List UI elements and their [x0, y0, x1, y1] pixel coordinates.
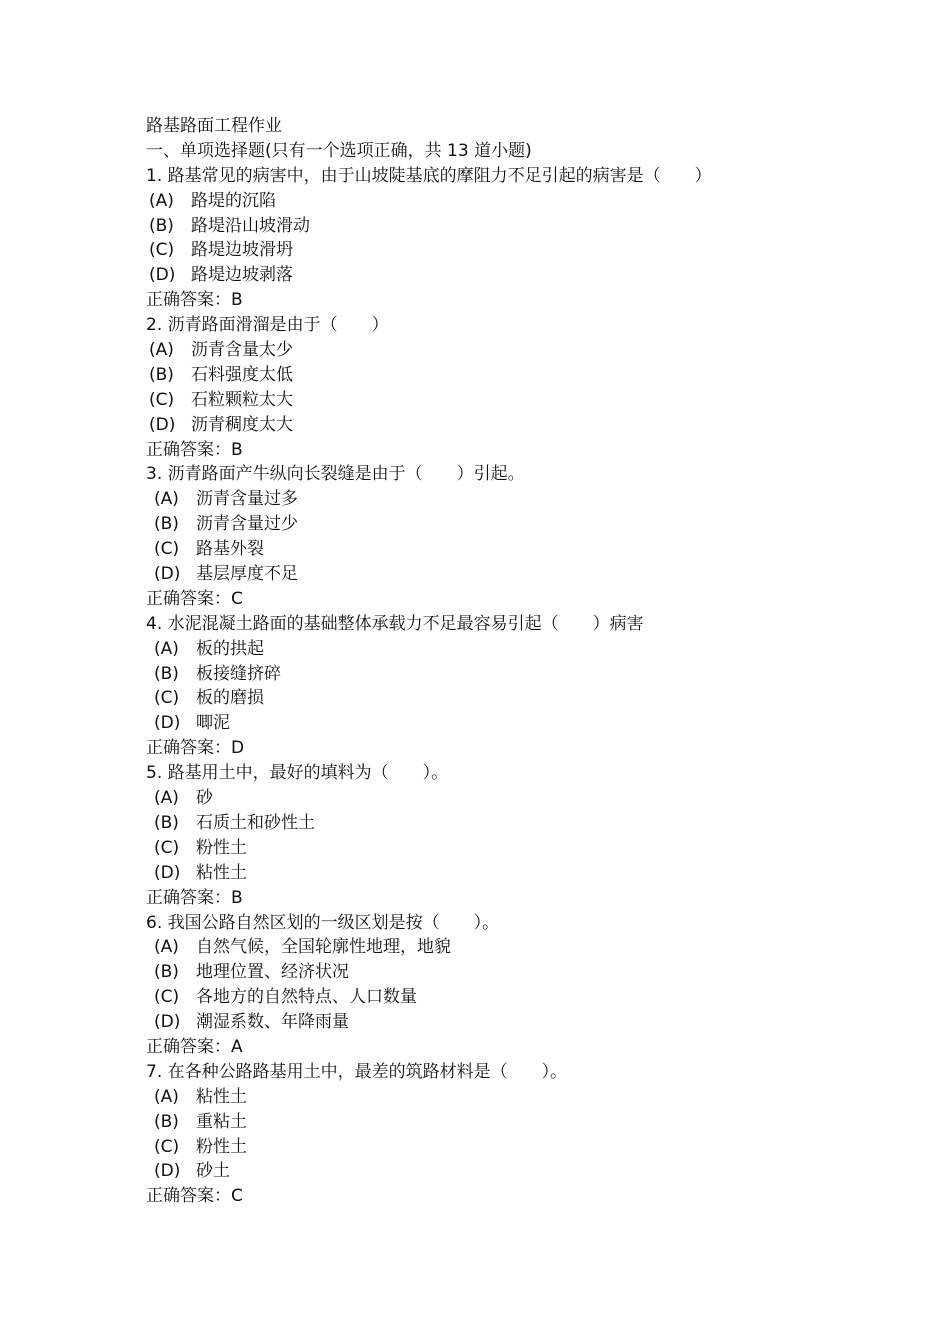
option-text: 沥青含量过少: [196, 514, 298, 535]
option-text: 沥青含量太少: [191, 340, 293, 361]
option-label: (B): [154, 663, 179, 684]
option-a: [146, 487, 906, 512]
option-a: [146, 1085, 906, 1110]
option-label: (B): [149, 215, 174, 236]
option-text: 潮湿系数、年降雨量: [196, 1012, 349, 1033]
option-text: 地理位置、经济状况: [196, 962, 349, 983]
option-text: 板的拱起: [196, 638, 264, 659]
option-label: (C): [154, 1136, 180, 1157]
question-5: [146, 761, 906, 910]
option-b: [146, 811, 906, 836]
option-b: [146, 960, 906, 985]
option-a: [146, 637, 906, 662]
document-body: [146, 114, 906, 1209]
option-label: (D): [154, 713, 181, 734]
option-label: (C): [154, 837, 180, 858]
question-1: [146, 164, 906, 313]
option-label: (A): [154, 489, 179, 510]
option-label: (D): [149, 265, 176, 286]
option-text: 砂: [196, 788, 213, 809]
option-d: [146, 711, 906, 736]
option-label: (A): [149, 190, 174, 211]
option-label: (B): [154, 812, 179, 833]
option-c: [146, 238, 906, 263]
option-label: (D): [154, 1161, 181, 1182]
correct-answer: 正确答案：C: [146, 588, 243, 609]
option-text: 石料强度太低: [191, 364, 293, 385]
option-label: (B): [154, 962, 179, 983]
option-c: [146, 1135, 906, 1160]
question-text: 7. 在各种公路路基用土中，最差的筑路材料是（ ）。: [146, 1061, 568, 1082]
option-b: [146, 363, 906, 388]
option-label: (D): [154, 1012, 181, 1033]
option-label: (B): [149, 364, 174, 385]
option-d: [146, 861, 906, 886]
option-label: (C): [149, 240, 175, 261]
option-label: (B): [154, 514, 179, 535]
option-text: 粘性土: [196, 1086, 247, 1107]
option-a: [146, 786, 906, 811]
option-text: 基层厚度不足: [196, 564, 298, 585]
option-label: (B): [154, 1111, 179, 1132]
option-a: [146, 338, 906, 363]
option-text: 自然气候，全国轮廓性地理，地貌: [196, 937, 451, 958]
question-text: 1. 路基常见的病害中，由于山坡陡基底的摩阻力不足引起的病害是（ ）: [146, 165, 712, 186]
correct-answer: 正确答案：D: [146, 738, 245, 759]
option-text: 板接缝挤碎: [196, 663, 281, 684]
option-text: 重粘土: [196, 1111, 247, 1132]
option-d: [146, 263, 906, 288]
option-label: (C): [154, 539, 180, 560]
option-b: [146, 662, 906, 687]
question-2: [146, 313, 906, 462]
option-text: 粉性土: [196, 1136, 247, 1157]
correct-answer: 正确答案：B: [146, 439, 243, 460]
option-b: [146, 512, 906, 537]
option-c: [146, 985, 906, 1010]
correct-answer: 正确答案：B: [146, 290, 243, 311]
question-text: 4. 水泥混凝土路面的基础整体承载力不足最容易引起（ ）病害: [146, 613, 644, 634]
section-heading: 一、单项选择题(只有一个选项正确，共 13 道小题): [146, 140, 532, 161]
option-text: 路堤边坡剥落: [191, 265, 293, 286]
option-text: 石质土和砂性土: [196, 812, 315, 833]
option-c: [146, 686, 906, 711]
option-label: (D): [149, 414, 176, 435]
option-b: [146, 214, 906, 239]
option-text: 粉性土: [196, 837, 247, 858]
option-text: 路堤沿山坡滑动: [191, 215, 310, 236]
option-d: [146, 1010, 906, 1035]
option-text: 路堤的沉陷: [191, 190, 276, 211]
question-4: [146, 612, 906, 761]
option-text: 沥青稠度太大: [191, 414, 293, 435]
option-d: [146, 562, 906, 587]
option-d: [146, 413, 906, 438]
option-text: 石粒颗粒太大: [191, 389, 293, 410]
option-label: (A): [149, 340, 174, 361]
question-3: [146, 462, 906, 611]
correct-answer: 正确答案：C: [146, 1186, 243, 1207]
option-a: [146, 935, 906, 960]
correct-answer: 正确答案：B: [146, 887, 243, 908]
option-a: [146, 189, 906, 214]
option-text: 唧泥: [196, 713, 230, 734]
option-text: 砂土: [196, 1161, 230, 1182]
option-text: 路基外裂: [196, 539, 264, 560]
option-text: 路堤边坡滑坍: [191, 240, 293, 261]
option-label: (C): [149, 389, 175, 410]
option-label: (C): [154, 688, 180, 709]
document-title: 路基路面工程作业: [146, 116, 282, 136]
option-text: 粘性土: [196, 862, 247, 883]
question-7: [146, 1060, 906, 1209]
option-label: (A): [154, 788, 179, 809]
correct-answer: 正确答案：A: [146, 1036, 243, 1057]
option-label: (A): [154, 1086, 179, 1107]
option-text: 各地方的自然特点、人口数量: [196, 987, 417, 1008]
question-text: 5. 路基用土中，最好的填料为（ ）。: [146, 763, 449, 784]
option-text: 板的磨损: [196, 688, 264, 709]
option-c: [146, 388, 906, 413]
question-text: 6. 我国公路自然区划的一级区划是按（ ）。: [146, 912, 500, 933]
option-text: 沥青含量过多: [196, 489, 298, 510]
option-c: [146, 836, 906, 861]
option-label: (D): [154, 862, 181, 883]
option-b: [146, 1110, 906, 1135]
option-label: (A): [154, 638, 179, 659]
option-c: [146, 537, 906, 562]
question-text: 3. 沥青路面产牛纵向长裂缝是由于（ ）引起。: [146, 464, 525, 485]
option-label: (A): [154, 937, 179, 958]
question-text: 2. 沥青路面滑溜是由于（ ）: [146, 315, 389, 336]
question-6: [146, 911, 906, 1060]
option-label: (C): [154, 987, 180, 1008]
option-label: (D): [154, 564, 181, 585]
option-d: [146, 1159, 906, 1184]
